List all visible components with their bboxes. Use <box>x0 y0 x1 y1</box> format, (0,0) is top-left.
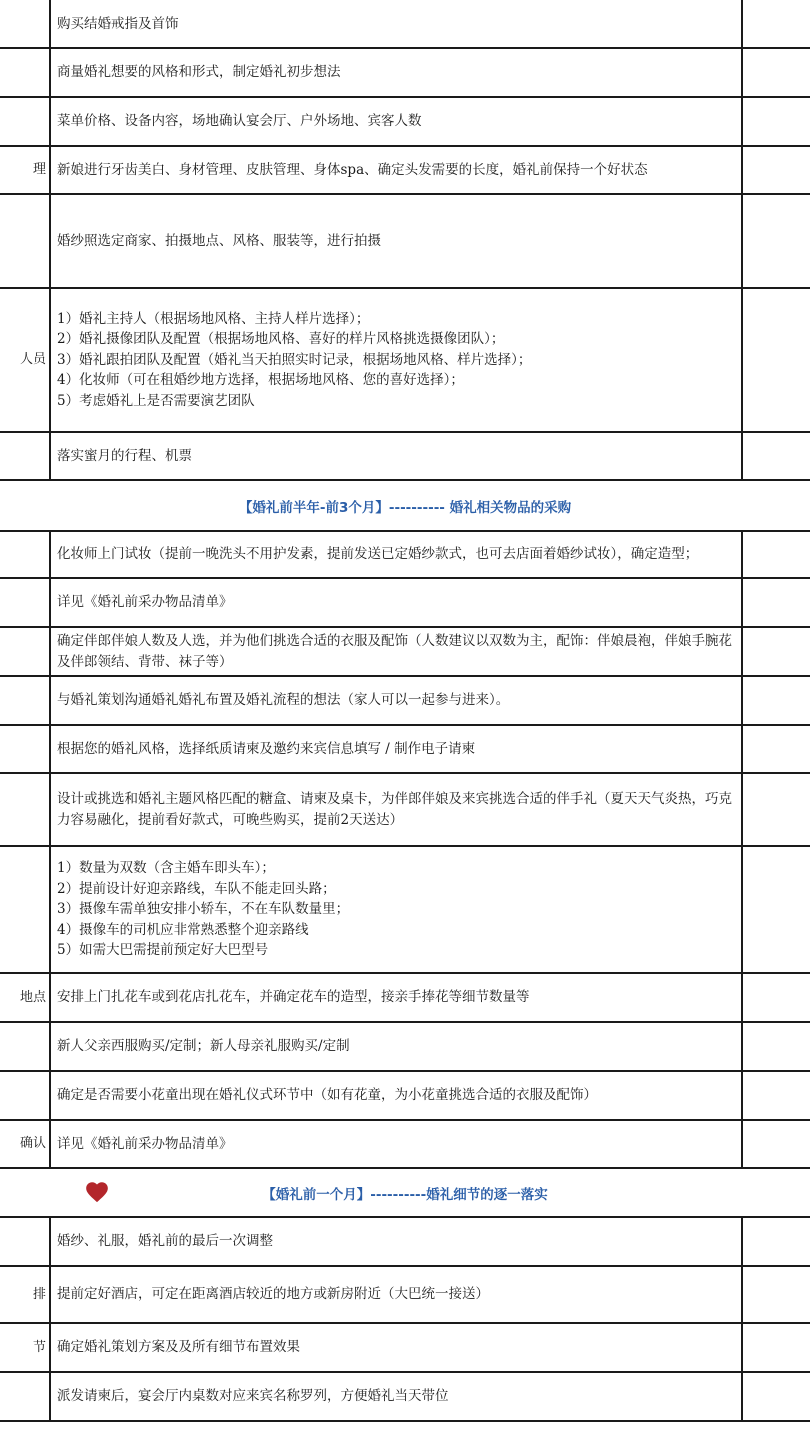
table-row <box>49 578 743 627</box>
table-row <box>49 725 743 773</box>
table-row <box>49 194 743 288</box>
row-category-fragment <box>0 676 48 725</box>
row-description: 安排上门扎花车或到花店扎花车，并确定花车的造型，接亲手捧花等细节数量等 <box>57 989 530 1006</box>
heart-icon <box>84 1179 110 1205</box>
row-category-fragment <box>0 0 48 48</box>
row-category-fragment <box>0 578 48 627</box>
row-description: 购买结婚戒指及首饰 <box>57 15 179 32</box>
table-row <box>49 288 743 432</box>
row-category-fragment: 理 <box>32 162 46 177</box>
row-category-fragment: 排 <box>32 1287 46 1302</box>
row-description: 设计或挑选和婚礼主题风格匹配的糖盒、请柬及桌卡，为伴郎伴娘及来宾挑选合适的伴手礼（夏天天气炎热，巧克力容易融化，提前看好款式，可晚些购买，提前2天送达） <box>57 791 732 828</box>
row-category-fragment <box>0 1372 48 1421</box>
row-divider <box>0 1167 810 1169</box>
row-category-fragment <box>0 846 48 973</box>
row-description: 派发请柬后，宴会厅内桌数对应来宾名称罗列，方便婚礼当天带位 <box>57 1388 449 1405</box>
table-row <box>49 627 743 676</box>
row-description: 确定婚礼策划方案及及所有细节布置效果 <box>57 1339 300 1356</box>
table-row <box>49 1266 743 1323</box>
row-category-fragment <box>0 531 48 578</box>
table-row <box>49 432 743 480</box>
table-row <box>49 531 743 578</box>
row-description: 婚纱、礼服，婚礼前的最后一次调整 <box>57 1233 273 1250</box>
table-row <box>49 846 743 973</box>
table-row <box>49 1372 743 1421</box>
row-description: 确定伴郎伴娘人数及人选，并为他们挑选合适的衣服及配饰（人数建议以双数为主，配饰：伴娘晨袍，伴娘手腕花及伴郎领结、背带、袜子等） <box>57 633 732 670</box>
row-description: 新人父亲西服购买/定制；新人母亲礼服购买/定制 <box>57 1038 350 1055</box>
section2-heading: 【婚礼前半年-前3个月】---------- 婚礼相关物品的采购 <box>238 499 572 516</box>
row-description: 菜单价格、设备内容，场地确认宴会厅、户外场地、宾客人数 <box>57 113 422 130</box>
table-row <box>49 1071 743 1120</box>
row-description: 商量婚礼想要的风格和形式，制定婚礼初步想法 <box>57 64 341 81</box>
row-description: 详见《婚礼前采办物品清单》 <box>57 594 233 611</box>
table-row <box>49 1323 743 1372</box>
row-description: 根据您的婚礼风格，选择纸质请柬及邀约来宾信息填写 / 制作电子请柬 <box>57 740 476 757</box>
row-description: 新娘进行牙齿美白、身材管理、皮肤管理、身体spa、确定头发需要的长度，婚礼前保持一个好状态 <box>57 161 648 178</box>
table-row <box>49 146 743 194</box>
table-row <box>49 1022 743 1071</box>
row-divider <box>0 1420 810 1422</box>
row-description: 详见《婚礼前采办物品清单》 <box>57 1135 233 1152</box>
table-row <box>49 773 743 846</box>
row-category-fragment <box>0 1071 48 1120</box>
row-category-fragment <box>0 773 48 846</box>
table-row <box>49 1120 743 1168</box>
section3-heading: 【婚礼前一个月】----------婚礼细节的逐一落实 <box>262 1186 548 1203</box>
table-row <box>49 0 743 48</box>
row-category-fragment: 人员 <box>19 352 46 367</box>
row-description: 提前定好酒店，可定在距离酒店较近的地方或新房附近（大巴统一接送） <box>57 1286 489 1303</box>
table-row <box>49 48 743 97</box>
table-row <box>49 97 743 146</box>
table-row <box>49 973 743 1022</box>
row-category-fragment <box>0 48 48 97</box>
table-row <box>49 1217 743 1266</box>
row-category-fragment <box>0 97 48 146</box>
row-description: 与婚礼策划沟通婚礼婚礼布置及婚礼流程的想法（家人可以一起参与进来）。 <box>57 692 510 709</box>
row-description: 1）数量为双数（含主婚车即头车）； 2）提前设计好迎亲路线，车队不能走回头路； 3）摄像车需单独安排小轿车，不在车队数量里； 4）摄像车的司机应非常熟悉整个迎亲路线 5）如需大巴需提前预定好大巴型号 <box>57 860 350 959</box>
row-description: 化妆师上门试妆（提前一晚洗头不用护发素，提前发送已定婚纱款式，也可去店面着婚纱试妆），确定造型； <box>57 546 699 563</box>
row-category-fragment <box>0 432 48 480</box>
row-description: 确定是否需要小花童出现在婚礼仪式环节中（如有花童，为小花童挑选合适的衣服及配饰） <box>57 1087 597 1104</box>
row-category-fragment: 地点 <box>19 990 46 1005</box>
row-description: 落实蜜月的行程、机票 <box>57 447 192 464</box>
row-category-fragment: 节 <box>32 1340 46 1355</box>
row-category-fragment: 确认 <box>19 1136 46 1151</box>
row-divider <box>0 479 810 481</box>
row-description: 婚纱照选定商家、拍摄地点、风格、服装等，进行拍摄 <box>57 232 381 249</box>
row-category-fragment <box>0 725 48 773</box>
row-category-fragment <box>0 1022 48 1071</box>
row-category-fragment <box>0 194 48 288</box>
row-category-fragment <box>0 1217 48 1266</box>
row-description: 1）婚礼主持人（根据场地风格、主持人样片选择）； 2）婚礼摄像团队及配置（根据场地风格、喜好的样片风格挑选摄像团队）； 3）婚礼跟拍团队及配置（婚礼当天拍照实时记录，根据场地风格、样片选择）； 4）化妆师（可在租婚纱地方选择，根据场地风格、您的喜好选择）； 5）考虑婚礼上是否需要演艺团队 <box>57 310 532 409</box>
table-row <box>49 676 743 725</box>
row-category-fragment <box>0 627 48 676</box>
